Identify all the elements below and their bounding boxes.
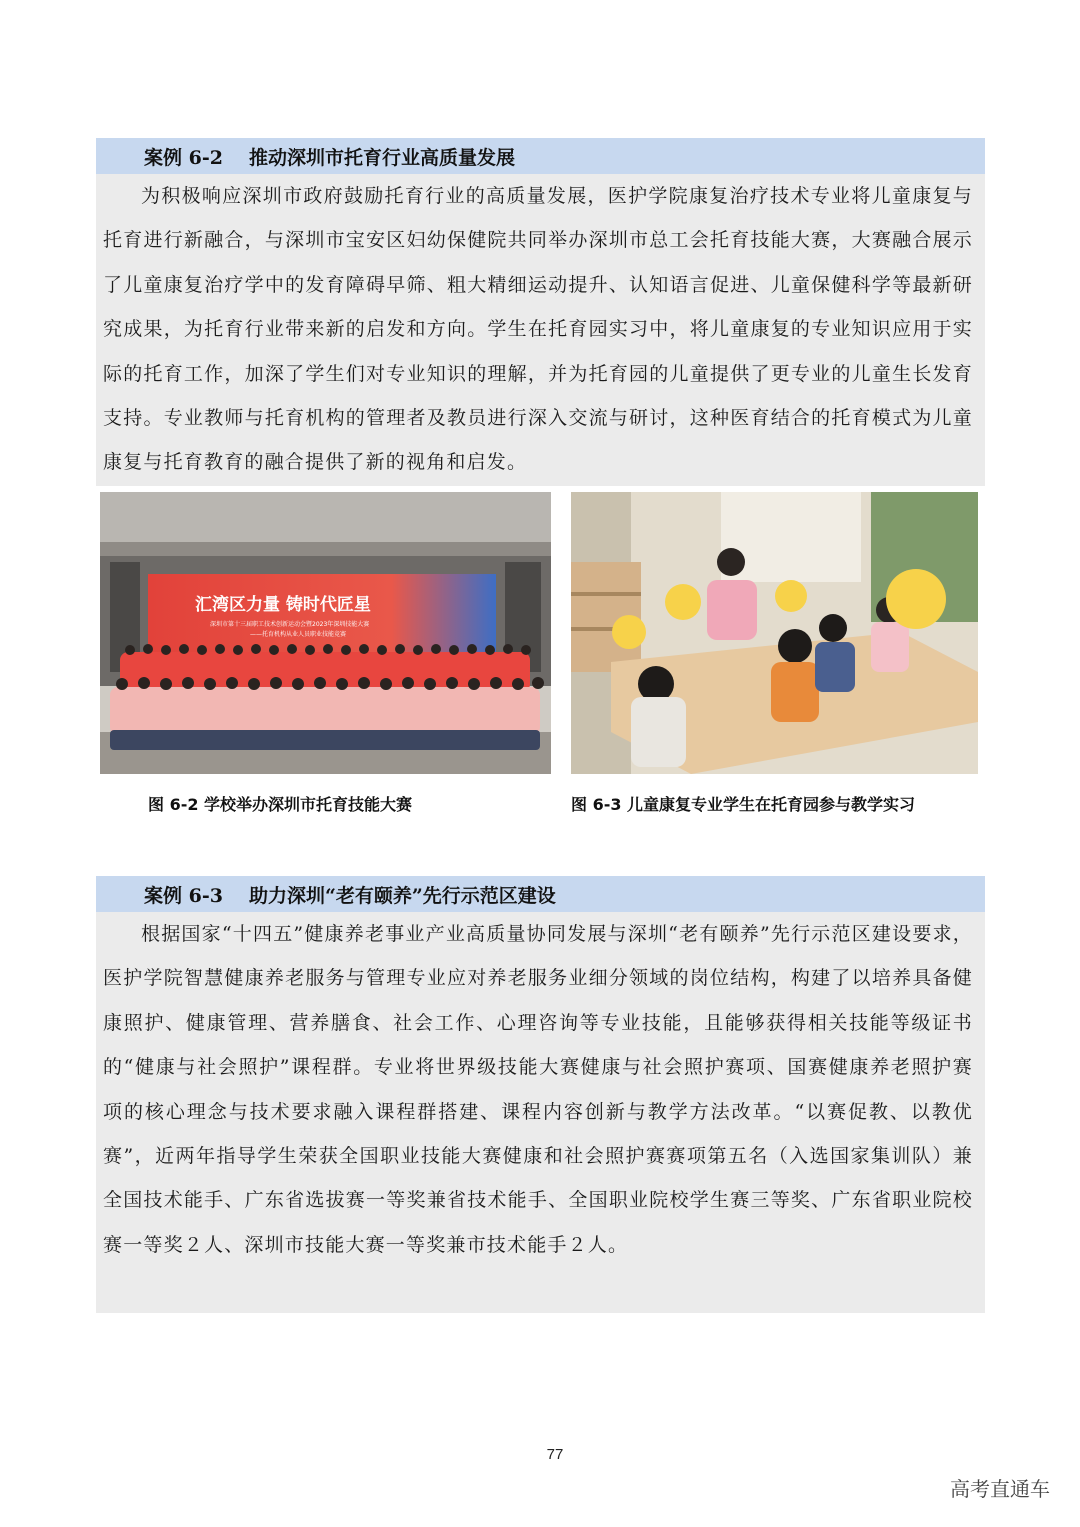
classroom-practice-photo (571, 492, 978, 774)
case-box-6-3 (96, 876, 985, 1313)
case-box-6-2 (96, 138, 985, 486)
figure-caption: 图 6-3 儿童康复专业学生在托育园参与教学实习 (571, 795, 916, 814)
case-number: 案例 6-2 (144, 146, 223, 169)
page-number: 77 (546, 1446, 564, 1463)
case-body (96, 174, 985, 485)
case-paragraph: 为积极响应深圳市政府鼓励托育行业的高质量发展，医护学院康复治疗技术专业将儿童康复与托育进行新融合，与深圳市宝安区妇幼保健院共同举办深圳市总工会托育技能大赛，大赛融合展示了儿童康复治疗学中的发育障碍早筛、粗大精细运动提升、认知语言促进、儿童保健科学等最新研究成果，为托育行业带来新的启发和方向。学生在托育园实习中，将儿童康复的专业知识应用于实际的托育工作，加深了学生们对专业知识的理解，并为托育园的儿童提供了更专业的儿童生长发育支持。专业教师与托育机构的管理者及教员进行深入交流与研讨，这种医育结合的托育模式为儿童康复与托育教育的融合提供了新的视角和启发。 (103, 185, 973, 474)
case-title: 推动深圳市托育行业高质量发展 (248, 146, 515, 169)
case-paragraph: 根据国家“十四五”健康养老事业产业高质量协同发展与深圳“老有颐养”先行示范区建设要求，医护学院智慧健康养老服务与管理专业应对养老服务业细分领域的岗位结构，构建了以培养具备健康照护、健康管理、营养膳食、社会工作、心理咨询等专业技能，且能够获得相关技能等级证书的“健康与社会照护”课程群。专业将世界级技能大赛健康与社会照护赛项、国赛健康养老照护赛项的核心理念与技术要求融入课程群搭建、课程内容创新与教学方法改革。“以赛促教、以教优赛”，近两年指导学生荣获全国职业技能大赛健康和社会照护赛赛项第五名（入选国家集训队）兼全国技术能手、广东省选拔赛一等奖兼省技术能手、全国职业院校学生赛三等奖、广东省职业院校赛一等奖２人、深圳市技能大赛一等奖兼市技术能手２人。 (103, 923, 973, 1256)
banner-sub-text-2: ——托育机构从业人员职业技能竞赛 (250, 631, 347, 638)
case-number: 案例 6-3 (144, 884, 223, 907)
case-header (96, 138, 985, 174)
case-body (96, 912, 985, 1267)
case-title: 助力深圳“老有颐养”先行示范区建设 (248, 884, 556, 907)
case-header (96, 876, 985, 912)
banner-main-text: 汇湾区力量 铸时代匠星 (195, 595, 371, 615)
figure-caption: 图 6-2 学校举办深圳市托育技能大赛 (148, 795, 413, 814)
banner-sub-text: 深圳市第十三届职工技术创新运动会暨2023年深圳技能大赛 (210, 621, 370, 628)
competition-group-photo (100, 492, 551, 774)
watermark: 高考直通车 (950, 1477, 1050, 1501)
people-rows (110, 644, 544, 750)
